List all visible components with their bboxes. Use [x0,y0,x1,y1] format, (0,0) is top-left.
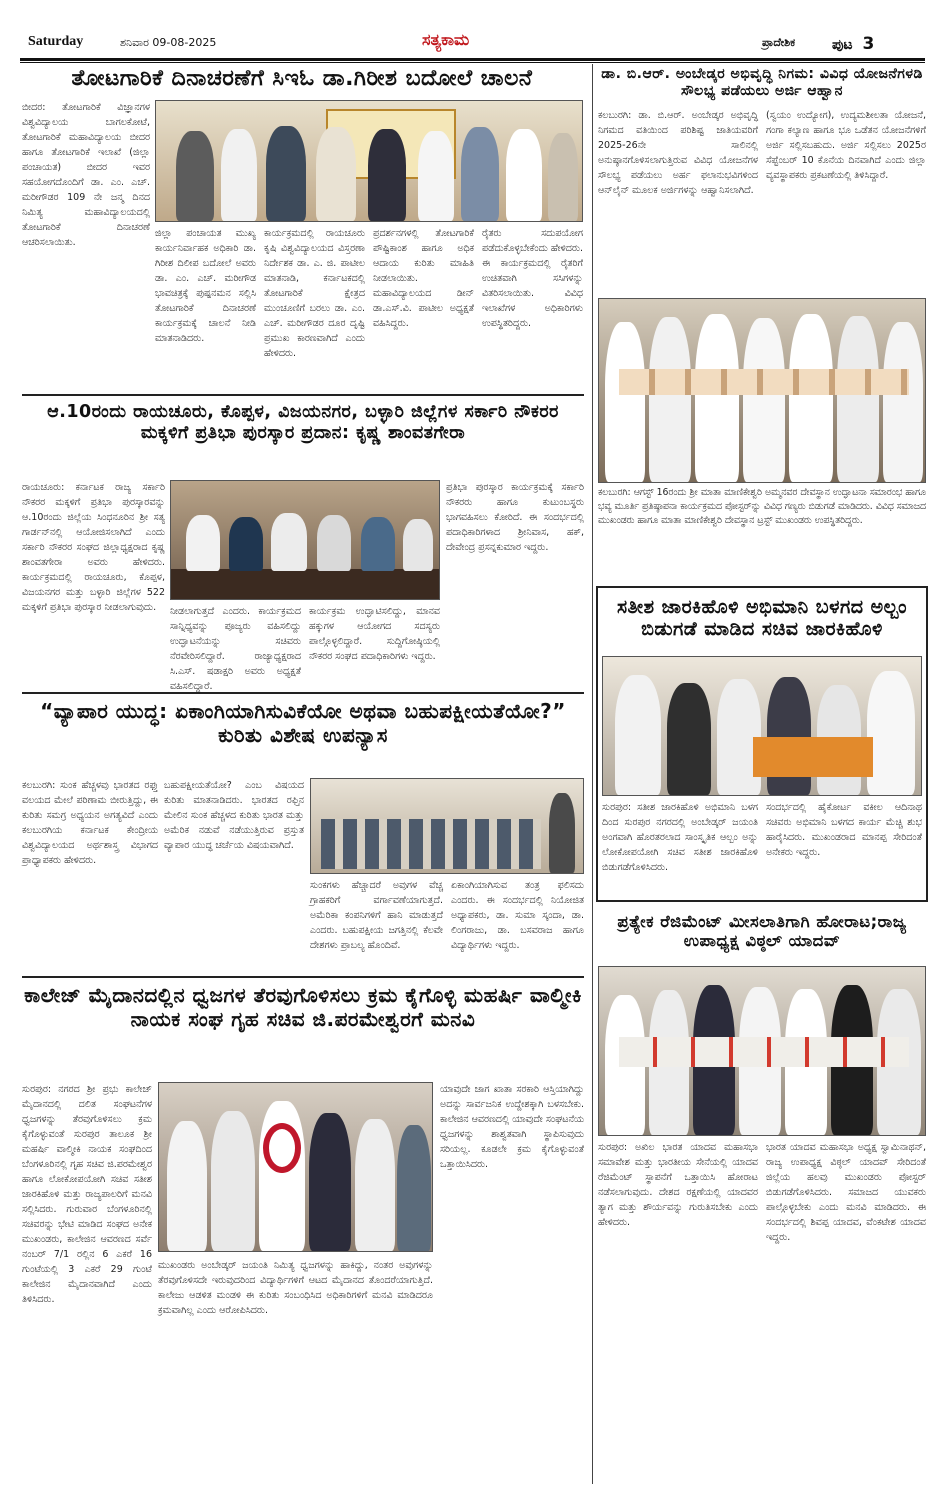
article1-col3: ಕಾರ್ಯಕ್ರಮದಲ್ಲಿ ರಾಯಚೂರು ಕೃಷಿ ವಿಶ್ವವಿದ್ಯಾಲಯದ ವಿಸ್ತರಣಾ ನಿರ್ದೇಶಕ ಡಾ. ಎ. ಜಿ. ಪಾಟೀಲ ಮಾತನಾಡಿ, ಕರ್ನಾಟಕದಲ್ಲಿ ತೋಟಗಾರಿಕೆ ಕ್ಷೇತ್ರದ ಮುಂಚೂಣಿಗೆ ಬರಲು ಡಾ. ಎಂ. ಎಚ್. ಮರೀಗೌಡರ ದೂರ ದೃಷ್ಟಿ ಪ್ರಮುಖ ಕಾರಣವಾಗಿದೆ ಎಂದು ಹೇಳಿದರು. [264,228,365,359]
article6-col4: ಏಕಾಂಗಿಯಾಗಿಸುವ ತಂತ್ರ ಫಲಿಸದು ಎಂದರು. ಈ ಸಂದರ್ಭದಲ್ಲಿ ನಿಯೋಜಿತ ಅಧ್ಯಾಪಕರು, ಡಾ. ಸುಮಾ ಸ್ಕಂದಾ, ಡಾ. ಲಿಂಗರಾಜು, ಡಾ. ಬಸವರಾಜ ಹಾಗೂ ವಿದ್ಯಾರ್ಥಿಗಳು ಇದ್ದರು. [451,880,584,951]
article5-col2: ಸಂದರ್ಭದಲ್ಲಿ ಹೈಕೋರ್ಟ ವಕೀಲ ಆದಿನಾಥ ಸಚಿವರು ಅಭಿಮಾನಿ ಬಳಗದ ಕಾರ್ಯ ಮೆಚ್ಚಿ ಶುಭ ಹಾರೈಸಿದರು. ಮುಖಂಡರಾದ ಮಾನಪ್ಪ ಸೇರಿದಂತೆ ಅನೇಕರು ಇದ್ದರು. [766,802,922,858]
article4-side [446,480,584,686]
article7-photo [598,966,926,1136]
article7-body [598,1140,926,1482]
article4-body [170,604,440,692]
article5-headline: ಸತೀಶ ಜಾರಕಿಹೊಳಿ ಅಭಿಮಾನಿ ಬಳಗದ ಅಲ್ಬಂ ಬಿಡುಗಡೆ ಮಾಡಿದ ಸಚಿವ ಜಾರಕಿಹೊಳಿ [616,596,908,641]
article4-photo [170,480,440,600]
divider [22,692,584,694]
article4-headline: ಆ.10ರಂದು ರಾಯಚೂರು, ಕೊಪ್ಪಳ, ವಿಜಯನಗರ, ಬಳ್ಳಾರಿ ಜಿಲ್ಲೆಗಳ ಸರ್ಕಾರಿ ನೌಕರರ ಮಕ್ಕಳಿಗೆ ಪ್ರತಿಭಾ ಪುರಸ್ಕಾರ ಪ್ರದಾನ: ಕೃಷ್ಣ ಶಾಂವತಗೇರಾ [47,402,559,443]
page-number-value: 3 [862,34,875,54]
article5-body [602,800,922,898]
header-day: Saturday [28,34,84,49]
article2-headline: ಡಾ. ಬಿ.ಆರ್. ಅಂಬೇಡ್ಕರ ಅಭಿವೃದ್ಧಿ ನಿಗಮ: ವಿವಿಧ ಯೋಜನೆಗಳಡಿ ಸೌಲಭ್ಯ ಪಡೆಯಲು ಅರ್ಜಿ ಆಹ್ವಾನ [601,66,923,99]
article1-col5: ರೈತರು ಸದುಪಯೋಗ ಪಡೆದುಕೊಳ್ಳಬೇಕೆಂದು ಹೇಳಿದರು. ಈ ಕಾರ್ಯಕ್ರಮದಲ್ಲಿ ರೈತರಿಗೆ ಉಚಿತವಾಗಿ ಸಸಿಗಳನ್ನು ವಿತರಿಸಲಾಯಿತು. ವಿವಿಧ ಇಲಾಖೆಗಳ ಅಧಿಕಾರಿಗಳು ಉಪಸ್ಥಿತರಿದ್ದರು. [482,228,583,329]
article5-photo [602,656,922,796]
divider [22,394,584,396]
article6-headline: “ವ್ಯಾಪಾರ ಯುದ್ಧ: ಏಕಾಂಗಿಯಾಗಿಸುವಿಕೆಯೋ ಅಥವಾ ಬಹುಪಕ್ಷೀಯತೆಯೋ?” ಕುರಿತು ವಿಶೇಷ ಉಪನ್ಯಾಸ [40,699,566,747]
article2-col2: (ಸ್ವಯಂ ಉದ್ಯೋಗ), ಉದ್ಯಮಶೀಲತಾ ಯೋಜನೆ, ಗಂಗಾ ಕಲ್ಯಾಣ ಹಾಗೂ ಭೂ ಒಡೆತನ ಯೋಜನೆಗಳಿಗೆ ಅರ್ಜಿ ಸಲ್ಲಿಸಬಹುದು. ಅರ್ಜಿ ಸಲ್ಲಿಸಲು 2025ರ ಸೆಪ್ಟೆಂಬರ್ 10 ಕೊನೆಯ ದಿನವಾಗಿದೆ ಎಂದು ಜಿಲ್ಲಾ ವ್ಯವಸ್ಥಾಪಕರು ಪ್ರಕಟಣೆಯಲ್ಲಿ ತಿಳಿಸಿದ್ದಾರೆ. [766,110,926,181]
article1-lead-column [22,100,150,390]
article2-body [598,108,926,288]
article1-body [155,226,583,390]
article4-col3: ಕಾರ್ಯಕ್ರಮ ಉದ್ಘಾಟಿಸಲಿದ್ದು, ಮಾನವ ಹಕ್ಕುಗಳ ಆಯೋಗದ ಸದಸ್ಯರು ಪಾಲ್ಗೊಳ್ಳಲಿದ್ದಾರೆ. ಸುದ್ದಿಗೋಷ್ಠಿಯಲ್ಲಿ ನೌಕರರ ಸಂಘದ ಪದಾಧಿಕಾರಿಗಳು ಇದ್ದರು. [309,606,440,662]
article4-col4: ಪ್ರತಿಭಾ ಪುರಸ್ಕಾರ ಕಾರ್ಯಕ್ರಮಕ್ಕೆ ಸರ್ಕಾರಿ ನೌಕರರು ಹಾಗೂ ಕುಟುಂಬಸ್ಥರು ಭಾಗವಹಿಸಲು ಕೋರಿದೆ. ಈ ಸಂದರ್ಭದಲ್ಲಿ ಪದಾಧಿಕಾರಿಗಳಾದ ಶ್ರೀನಿವಾಸ, ಹಕ್, ದೇವೇಂದ್ರ ಪ್ರಸನ್ನಕುಮಾರ ಇದ್ದರು. [446,482,584,553]
article8-col2: ಮುಖಂಡರು ಅಂಬೇಡ್ಕರ್ ಜಯಂತಿ ನಿಮಿತ್ಯ ಧ್ವಜಗಳನ್ನು ಹಾಕಿದ್ದು, ನಂತರ ಅವುಗಳನ್ನು ತೆರವುಗೊಳಿಸದೇ ಇರುವುದರಿಂದ ವಿದ್ಯಾರ್ಥಿಗಳಿಗೆ ಆಟದ ಮೈದಾನದ ತೊಂದರೆಯಾಗುತ್ತಿದೆ. ಕಾಲೇಜು ಆಡಳಿತ ಮಂಡಳಿ ಈ ಕುರಿತು ಸಂಬಂಧಿಸಿದ ಅಧಿಕಾರಿಗಳಿಗೆ ಮನವಿ ಮಾಡಿದರೂ ಕ್ರಮವಾಗಿಲ್ಲ ಎಂದು ಆರೋಪಿಸಿದರು. [158,1260,433,1316]
article6-col2: ಬಹುಪಕ್ಷೀಯತೆಯೋ? ಎಂಬ ವಿಷಯದ ಕುರಿತು ಮಾತನಾಡಿದರು. ಭಾರತದ ರಫ್ತಿನ ಮೇಲಿನ ಸುಂಕ ಹೆಚ್ಚಳದ ಕುರಿತು ಭಾರತ ಮತ್ತು ಅಮೆರಿಕ ನಡುವೆ ನಡೆಯುತ್ತಿರುವ ಪ್ರಸ್ತುತ ವ್ಯಾಪಾರ ಯುದ್ಧ ಚರ್ಚೆಯ ವಿಷಯವಾಗಿದೆ. [164,780,304,851]
article8-headline: ಕಾಲೇಜ್ ಮೈದಾನದಲ್ಲಿನ ಧ್ವಜಗಳ ತೆರವುಗೊಳಿಸಲು ಕ್ರಮ ಕೈಗೊಳ್ಳಿ ಮಹರ್ಷಿ ವಾಲ್ಮೀಕಿ ನಾಯಕ ಸಂಘ ಗೃಹ ಸಚಿವ ಜಿ.ಪರಮೇಶ್ವರಗೆ ಮನವಿ [24,983,582,1031]
article1-col2: ಜಿಲ್ಲಾ ಪಂಚಾಯತ ಮುಖ್ಯ ಕಾರ್ಯನಿರ್ವಾಹಕ ಅಧಿಕಾರಿ ಡಾ. ಗಿರೀಶ ದಿಲೀಪ ಬದೋಲೆ ಅವರು ಡಾ. ಎಂ. ಎಚ್. ಮರೀಗೌಡ ಭಾವಚಿತ್ರಕ್ಕೆ ಪುಷ್ಪನಮನ ಸಲ್ಲಿಸಿ ತೋಟಗಾರಿಕೆ ದಿನಾಚರಣೆ ಕಾರ್ಯಕ್ರಮಕ್ಕೆ ಚಾಲನೆ ನೀಡಿ ಮಾತನಾಡಿದರು. [155,228,256,344]
article6-col3: ಸುಂಕಗಳು ಹೆಚ್ಚಾದರೆ ಅವುಗಳ ವೆಚ್ಚ ಗ್ರಾಹಕರಿಗೆ ವರ್ಗಾವಣೆಯಾಗುತ್ತದೆ. ಅಮೆರಿಕಾ ಕಂಪನಿಗಳಿಗೆ ಹಾನಿ ಮಾಡುತ್ತದೆ ಎಂದರು. ಬಹುಪಕ್ಷೀಯ ಜಗತ್ತಿನಲ್ಲಿ ಕೆಲವೇ ದೇಶಗಳು ಪ್ರಾಬಲ್ಯ ಹೊಂದಿವೆ. [310,880,443,951]
article1-photo [155,100,583,222]
article1-col1: ಬೀದರ: ತೋಟಗಾರಿಕೆ ವಿಜ್ಞಾನಗಳ ವಿಶ್ವವಿದ್ಯಾಲಯ ಬಾಗಲಕೋಟೆ, ತೋಟಗಾರಿಕೆ ಮಹಾವಿದ್ಯಾಲಯ ಬೀದರ ಹಾಗೂ ತೋಟಗಾರಿಕೆ ಇಲಾಖೆ (ಜಿಲ್ಲಾ ಪಂಚಾಯತ) ಬೀದರ ಇವರ ಸಹಯೋಗದೊಂದಿಗೆ ಡಾ. ಎಂ. ಎಚ್. ಮರೀಗೌಡರ 109 ನೇ ಜನ್ಮ ದಿನದ ನಿಮಿತ್ಯ ಮಹಾವಿದ್ಯಾಲಯದಲ್ಲಿ ತೋಟಗಾರಿಕೆ ದಿನಾಚರಣೆ ಆಚರಿಸಲಾಯಿತು. [22,102,150,248]
article6-photo [310,778,584,874]
article7-headline: ಪ್ರತ್ಯೇಕ ರೆಜಿಮೆಂಟ್ ಮೀಸಲಾತಿಗಾಗಿ ಹೋರಾಟ;ರಾಜ್ಯ ಉಪಾಧ್ಯಕ್ಷ ವಿಠ್ಠಲ್ ಯಾದವ್ [617,912,907,951]
article5-col1: ಸುರಪುರ: ಸತೀಶ ಜಾರಕಿಹೊಳಿ ಅಭಿಮಾನಿ ಬಳಗ ದಿಂದ ಸುರಪುರ ನಗರದಲ್ಲಿ ಅಂಬೇಡ್ಕರ್ ಜಯಂತಿ ಅಂಗವಾಗಿ ಹೊರತರಲಾದ ಸಾಂಸ್ಕೃತಿಕ ಆಲ್ಬಂ ಅನ್ನು ಲೋಕೋಪಯೋಗಿ ಸಚಿವ ಸತೀಶ ಜಾರಕಿಹೊಳಿ ಬಿಡುಗಡೆಗೊಳಿಸಿದರು. [602,802,758,873]
section-name: ಪ್ರಾದೇಶಿಕ [762,36,796,49]
column-divider [592,64,593,1484]
article8-body [158,1258,433,1482]
page-number [832,34,874,54]
header-rule [20,58,925,61]
article8-col1: ಸುರಪುರ: ನಗರದ ಶ್ರೀ ಪ್ರಭು ಕಾಲೇಜ್ ಮೈದಾನದಲ್ಲಿ ದಲಿತ ಸಂಘಟನೆಗಳ ಧ್ವಜಗಳನ್ನು ತೆರವುಗೊಳಿಸಲು ಕ್ರಮ ಕೈಗೊಳ್ಳುವಂತೆ ಸುರಪುರ ತಾಲೂಕ ಶ್ರೀ ಮಹರ್ಷಿ ವಾಲ್ಮೀಕಿ ನಾಯಕ ಸಂಘದಿಂದ ಬೆಂಗಳೂರಿನಲ್ಲಿ ಗೃಹ ಸಚಿವ ಜಿ.ಪರಮೇಶ್ವರ ಹಾಗೂ ಲೋಕೋಪಯೋಗಿ ಸಚಿವ ಸತೀಶ ಜಾರಕಿಹೊಳಿ ಮತ್ತು ರಾಜ್ಯಪಾಲರಿಗೆ ಮನವಿ ಸಲ್ಲಿಸಿದರು. ಗುರುವಾರ ಬೆಂಗಳೂರಿನಲ್ಲಿ ಸಚಿವರನ್ನು ಭೇಟಿ ಮಾಡಿದ ಸಂಘದ ಅನೇಕ ಮುಖಂಡರು, ಕಾಲೇಜಿನ ಆವರಣದ ಸರ್ವೆ ನಂಬರ್ 7/1 ರಲ್ಲಿನ 6 ಎಕರೆ 16 ಗುಂಟೆಯಲ್ಲಿ 3 ಎಕರೆ 29 ಗುಂಟೆ ಕಾಲೇಜಿನ ಮೈದಾನವಾಗಿದೆ ಎಂದು ತಿಳಿಸಿದರು. [22,1084,152,1305]
article8-lead-column [22,1082,152,1482]
page-header [20,30,925,60]
article6-lead-column [22,778,158,970]
article1-col4: ಪ್ರದರ್ಶನಗಳಲ್ಲಿ ತೋಟಗಾರಿಕೆ ಪೌಷ್ಟಿಕಾಂಶ ಹಾಗೂ ಅಧಿಕ ಆದಾಯ ಕುರಿತು ಮಾಹಿತಿ ನೀಡಲಾಯಿತು. ಮಹಾವಿದ್ಯಾಲಯದ ಡೀನ್ ಡಾ.ಎಸ್.ವಿ. ಪಾಟೀಲ ಅಧ್ಯಕ್ಷತೆ ವಹಿಸಿದ್ದರು. [373,228,474,329]
page-label: ಪುಟ [832,37,853,53]
masthead: ಸತ್ಯಕಾಮ [422,30,470,49]
article6-body [310,878,584,970]
article4-col1: ರಾಯಚೂರು: ಕರ್ನಾಟಕ ರಾಜ್ಯ ಸರ್ಕಾರಿ ನೌಕರರ ಮಕ್ಕಳಿಗೆ ಪ್ರತಿಭಾ ಪುರಸ್ಕಾರವನ್ನು ಆ.10ರಂದು ಜಿಲ್ಲೆಯ ಸಿಂಧನೂರಿನ ಶ್ರೀ ಸತ್ಯ ಗಾರ್ಡನ್‌ನಲ್ಲಿ ಆಯೋಜಿಸಲಾಗಿದೆ ಎಂದು ಸರ್ಕಾರಿ ನೌಕರರ ಸಂಘದ ಜಿಲ್ಲಾಧ್ಯಕ್ಷರಾದ ಕೃಷ್ಣ ಶಾಂವತಗೇರಾ ಅವರು ಹೇಳಿದರು. ಕಾರ್ಯಕ್ರಮದಲ್ಲಿ ರಾಯಚೂರು, ಕೊಪ್ಪಳ, ವಿಜಯನಗರ ಮತ್ತು ಬಳ್ಳಾರಿ ಜಿಲ್ಲೆಗಳ 522 ಮಕ್ಕಳಿಗೆ ಪ್ರತಿಭಾ ಪುರಸ್ಕಾರ ನೀಡಲಾಗುವುದು. [22,482,165,613]
article6-col1: ಕಲಬುರಗಿ: ಸುಂಕ ಹೆಚ್ಚಳವು ಭಾರತದ ರಫ್ತು ವಲಯದ ಮೇಲೆ ಪರಿಣಾಮ ಬೀರುತ್ತಿದ್ದು, ಈ ಕುರಿತು ಸಮಗ್ರ ಅಧ್ಯಯನ ಅಗತ್ಯವಿದೆ ಎಂದು ಕಲಬುರಗಿಯ ಕರ್ನಾಟಕ ಕೇಂದ್ರೀಯ ವಿಶ್ವವಿದ್ಯಾಲಯದ ಅರ್ಥಶಾಸ್ತ್ರ ವಿಭಾಗದ ಪ್ರಾಧ್ಯಾಪಕರು ಹೇಳಿದರು. [22,780,158,866]
article7-col1: ಸುರಪುರ: ಅಖಿಲ ಭಾರತ ಯಾದವ ಮಹಾಸಭಾ ಸಮಾವೇಶ ಮತ್ತು ಭಾರತೀಯ ಸೇನೆಯಲ್ಲಿ ಯಾದವ ರೆಜಿಮೆಂಟ್ ಸ್ಥಾಪನೆಗೆ ಒತ್ತಾಯಿಸಿ ಹೋರಾಟ ನಡೆಸಲಾಗುವುದು. ದೇಶದ ರಕ್ಷಣೆಯಲ್ಲಿ ಯಾದವರ ತ್ಯಾಗ ಮತ್ತು ಶೌರ್ಯವನ್ನು ಗುರುತಿಸಬೇಕು ಎಂದು ಹೇಳಿದರು. [598,1142,758,1228]
article3-photo [598,298,926,483]
header-rule-thin [20,62,925,63]
article2-col1: ಕಲಬುರಗಿ: ಡಾ. ಬಿ.ಆರ್. ಅಂಬೇಡ್ಕರ ಅಭಿವೃದ್ಧಿ ನಿಗಮದ ವತಿಯಿಂದ ಪರಿಶಿಷ್ಟ ಜಾತಿಯವರಿಗೆ 2025-26ನೇ ಸಾಲಿನಲ್ಲಿ ಅನುಷ್ಠಾನಗೊಳಿಸಲಾಗುತ್ತಿರುವ ವಿವಿಧ ಯೋಜನೆಗಳ ಸೌಲಭ್ಯ ಪಡೆಯಲು ಅರ್ಹ ಫಲಾನುಭವಿಗಳಿಂದ ಆನ್‌ಲೈನ್ ಮೂಲಕ ಅರ್ಜಿಗಳನ್ನು ಆಹ್ವಾನಿಸಲಾಗಿದೆ. [598,110,758,196]
article8-col3: ಯಾವುದೇ ಜಾಗ ಖಾತಾ ಸರಕಾರಿ ಆಸ್ತಿಯಾಗಿದ್ದು ಅದನ್ನು ಸಾರ್ವಜನಿಕ ಉದ್ದೇಶಕ್ಕಾಗಿ ಬಳಸಬೇಕು. ಕಾಲೇಜಿನ ಆವರಣದಲ್ಲಿ ಯಾವುದೇ ಸಂಘಟನೆಯ ಧ್ವಜಗಳನ್ನು ಶಾಶ್ವತವಾಗಿ ಸ್ಥಾಪಿಸುವುದು ಸರಿಯಲ್ಲ. ಕೂಡಲೇ ಕ್ರಮ ಕೈಗೊಳ್ಳುವಂತೆ ಒತ್ತಾಯಿಸಿದರು. [440,1084,584,1170]
article6-second-column [164,778,304,970]
article1-headline: ತೋಟಗಾರಿಕೆ ದಿನಾಚರಣೆಗೆ ಸಿಇಓ ಡಾ.ಗಿರೀಶ ಬದೋಲೆ ಚಾಲನೆ [71,66,533,91]
divider [22,976,584,978]
article7-col2: ಭಾರತ ಯಾದವ ಮಹಾಸಭಾ ಅಧ್ಯಕ್ಷ ಸ್ವಾಮಿನಾಥನ್, ರಾಜ್ಯ ಉಪಾಧ್ಯಕ್ಷ ವಿಠ್ಠಲ್ ಯಾದವ್ ಸೇರಿದಂತೆ ಜಿಲ್ಲೆಯ ಹಲವು ಮುಖಂಡರು ಪೋಸ್ಟರ್ ಬಿಡುಗಡೆಗೊಳಿಸಿದರು. ಸಮಾಜದ ಯುವಕರು ಪಾಲ್ಗೊಳ್ಳಬೇಕು ಎಂದು ಮನವಿ ಮಾಡಿದರು. ಈ ಸಂದರ್ಭದಲ್ಲಿ ಶಿವಪ್ಪ ಯಾದವ, ವೆಂಕಟೇಶ ಯಾದವ ಇದ್ದರು. [766,1142,926,1243]
article8-side [440,1082,584,1482]
article4-lead-column [22,480,165,686]
article3-caption: ಕಲಬುರಗಿ: ಆಗಸ್ಟ್ 16ರಂದು ಶ್ರೀ ಮಾತಾ ಮಾಣಿಕೇಶ್ವರಿ ಅಮ್ಮನವರ ದೇವಸ್ಥಾನ ಉದ್ಘಾಟನಾ ಸಮಾರಂಭ ಹಾಗೂ ಭವ್ಯ ಮೂರ್ತಿ ಪ್ರತಿಷ್ಠಾಪನಾ ಕಾರ್ಯಕ್ರಮದ ಪೋಸ್ಟರ್‌ನ್ನು ವಿವಿಧ ಗಣ್ಯರು ಬಿಡುಗಡೆ ಮಾಡಿದರು. ವಿವಿಧ ಸಮಾಜದ ಮುಖಂಡರು ಹಾಗೂ ಮಾತಾ ಮಾಣಿಕೇಶ್ವರಿ ದೇವಸ್ಥಾನ ಟ್ರಸ್ಟ್ ಮುಖಂಡರು ಉಪಸ್ಥಿತರಿದ್ದರು. [598,487,926,526]
header-date: ಶನಿವಾರ 09-08-2025 [120,36,217,49]
article8-photo [158,1082,433,1252]
article4-col2: ನೀಡಲಾಗುತ್ತದೆ ಎಂದರು. ಕಾರ್ಯಕ್ರಮದ ಸಾನ್ನಿಧ್ಯವನ್ನು ಪೂಜ್ಯರು ವಹಿಸಲಿದ್ದು ಉದ್ಘಾಟನೆಯನ್ನು ಸಚಿವರು ನೆರವೇರಿಸಲಿದ್ದಾರೆ. ರಾಜ್ಯಾಧ್ಯಕ್ಷರಾದ ಸಿ.ಎಸ್. ಷಡಾಕ್ಷರಿ ಅವರು ಅಧ್ಯಕ್ಷತೆ ವಹಿಸಲಿದ್ದಾರೆ. [170,606,301,692]
